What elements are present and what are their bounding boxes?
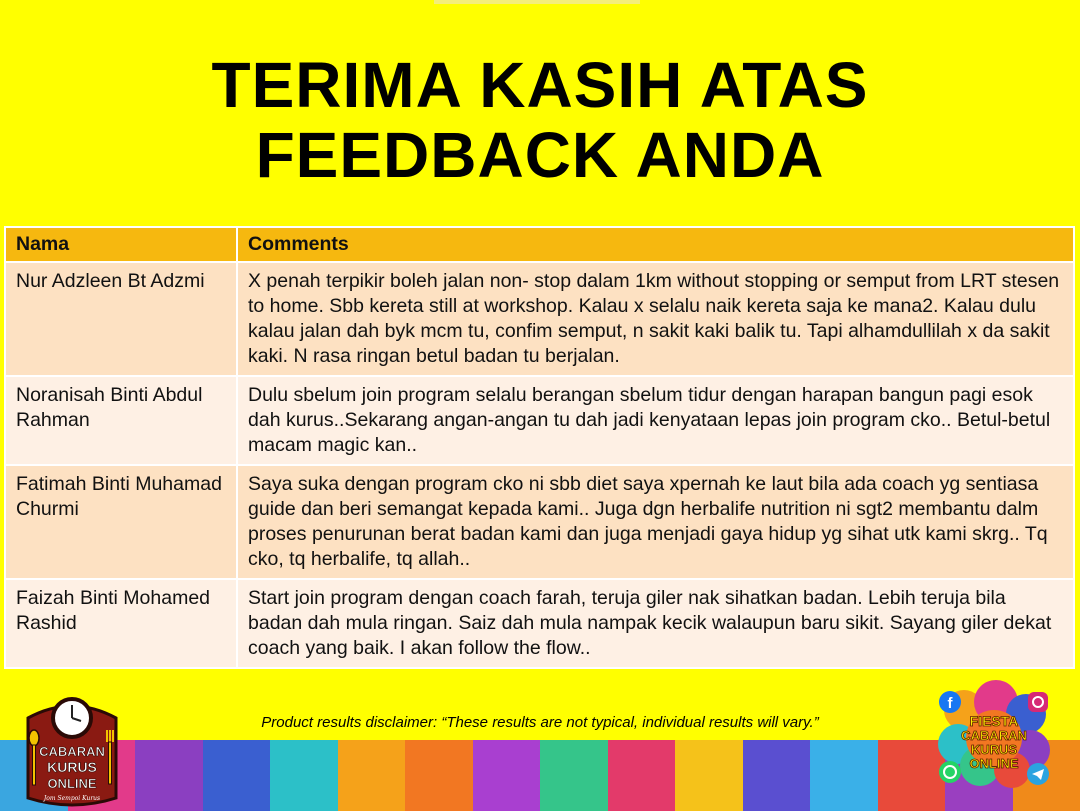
cell-comment: Start join program dengan coach farah, teruja giler nak sihatkan badan. Lebih teruja bila badan dah mula ringan. Saiz dah mula nampak kecik walaupun baru sikit. Sayang giler dekat coach yang baik. I akan follow the flow..	[237, 579, 1074, 668]
stripe	[810, 740, 878, 811]
whatsapp-icon	[939, 761, 961, 783]
cell-comment: Dulu sbelum join program selalu berangan sbelum tidur dengan harapan bangun pagi esok dah kurus..Sekarang angan-angan tu dah jadi kenyataan lepas join program cko.. Betul-betul macam magic kan..	[237, 376, 1074, 465]
top-accent-bar	[434, 0, 640, 4]
telegram-icon	[1027, 763, 1049, 785]
logo-left-line-3: ONLINE	[47, 776, 97, 791]
logo-right-line-4: ONLINE	[969, 756, 1019, 771]
stripe	[540, 740, 608, 811]
svg-text:f: f	[947, 695, 953, 712]
stripe	[405, 740, 473, 811]
table-row	[5, 376, 1074, 465]
table-row	[5, 579, 1074, 668]
stripe	[608, 740, 676, 811]
cell-name: Fatimah Binti Muhamad Churmi	[5, 465, 237, 579]
stripe	[473, 740, 541, 811]
page-title	[0, 50, 1080, 190]
cell-name: Faizah Binti Mohamed Rashid	[5, 579, 237, 668]
column-header-name: Nama	[5, 227, 237, 262]
stripe	[135, 740, 203, 811]
logo-left-tagline: Jom Sempoi Kurus	[43, 795, 101, 802]
logo-right-line-1: FIESTA	[969, 713, 1019, 729]
clock-icon	[53, 699, 91, 737]
cell-comment: X penah terpikir boleh jalan non- stop dalam 1km without stopping or semput from LRT stesen to home. Sbb kereta still at workshop. Kalau x selalu naik kereta saja ke mana2. Kalau dulu kalau jalan dah byk mcm tu, confim semput, n sakit kaki balik tu. Tapi alhamdullilah x da sakit kaki. N rasa ringan betul badan tu berjalan.	[237, 262, 1074, 376]
instagram-icon	[1028, 692, 1048, 712]
title-line-1: TERIMA KASIH ATAS	[211, 49, 869, 121]
stripe	[743, 740, 811, 811]
stripe	[203, 740, 271, 811]
table-header-row	[5, 227, 1074, 262]
cell-comment: Saya suka dengan program cko ni sbb diet saya xpernah ke laut bila ada coach yg sentiasa guide dan beri semangat kepada kami.. Juga dgn herbalife nutrition ni sgt2 membantu dalm proses penurunan berat badan kami dan juga menjadi gaya hidup yg sihat utk kami skrg.. Tq cko, tq herbalife, tq allah..	[237, 465, 1074, 579]
disclaimer-text: Product results disclaimer: “These results are not typical, individual results will vary.”	[261, 714, 819, 731]
logo-right-line-3: KURUS	[970, 742, 1018, 757]
column-header-comments: Comments	[237, 227, 1074, 262]
feedback-table	[4, 226, 1075, 669]
cell-name: Noranisah Binti Abdul Rahman	[5, 376, 237, 465]
logo-right-line-2: CABARAN	[961, 728, 1027, 743]
cell-name: Nur Adzleen Bt Adzmi	[5, 262, 237, 376]
fiesta-cabaran-kurus-online-logo	[934, 680, 1054, 792]
facebook-icon	[939, 691, 961, 713]
table-row	[5, 262, 1074, 376]
stripe	[675, 740, 743, 811]
stripe	[270, 740, 338, 811]
logo-left-line-1: CABARAN	[39, 744, 105, 759]
rainbow-stripes	[0, 740, 1080, 811]
logo-left-line-2: KURUS	[47, 759, 97, 775]
cabaran-kurus-online-logo	[20, 690, 124, 808]
stripe	[338, 740, 406, 811]
title-line-2: FEEDBACK ANDA	[255, 119, 825, 191]
table-row	[5, 465, 1074, 579]
